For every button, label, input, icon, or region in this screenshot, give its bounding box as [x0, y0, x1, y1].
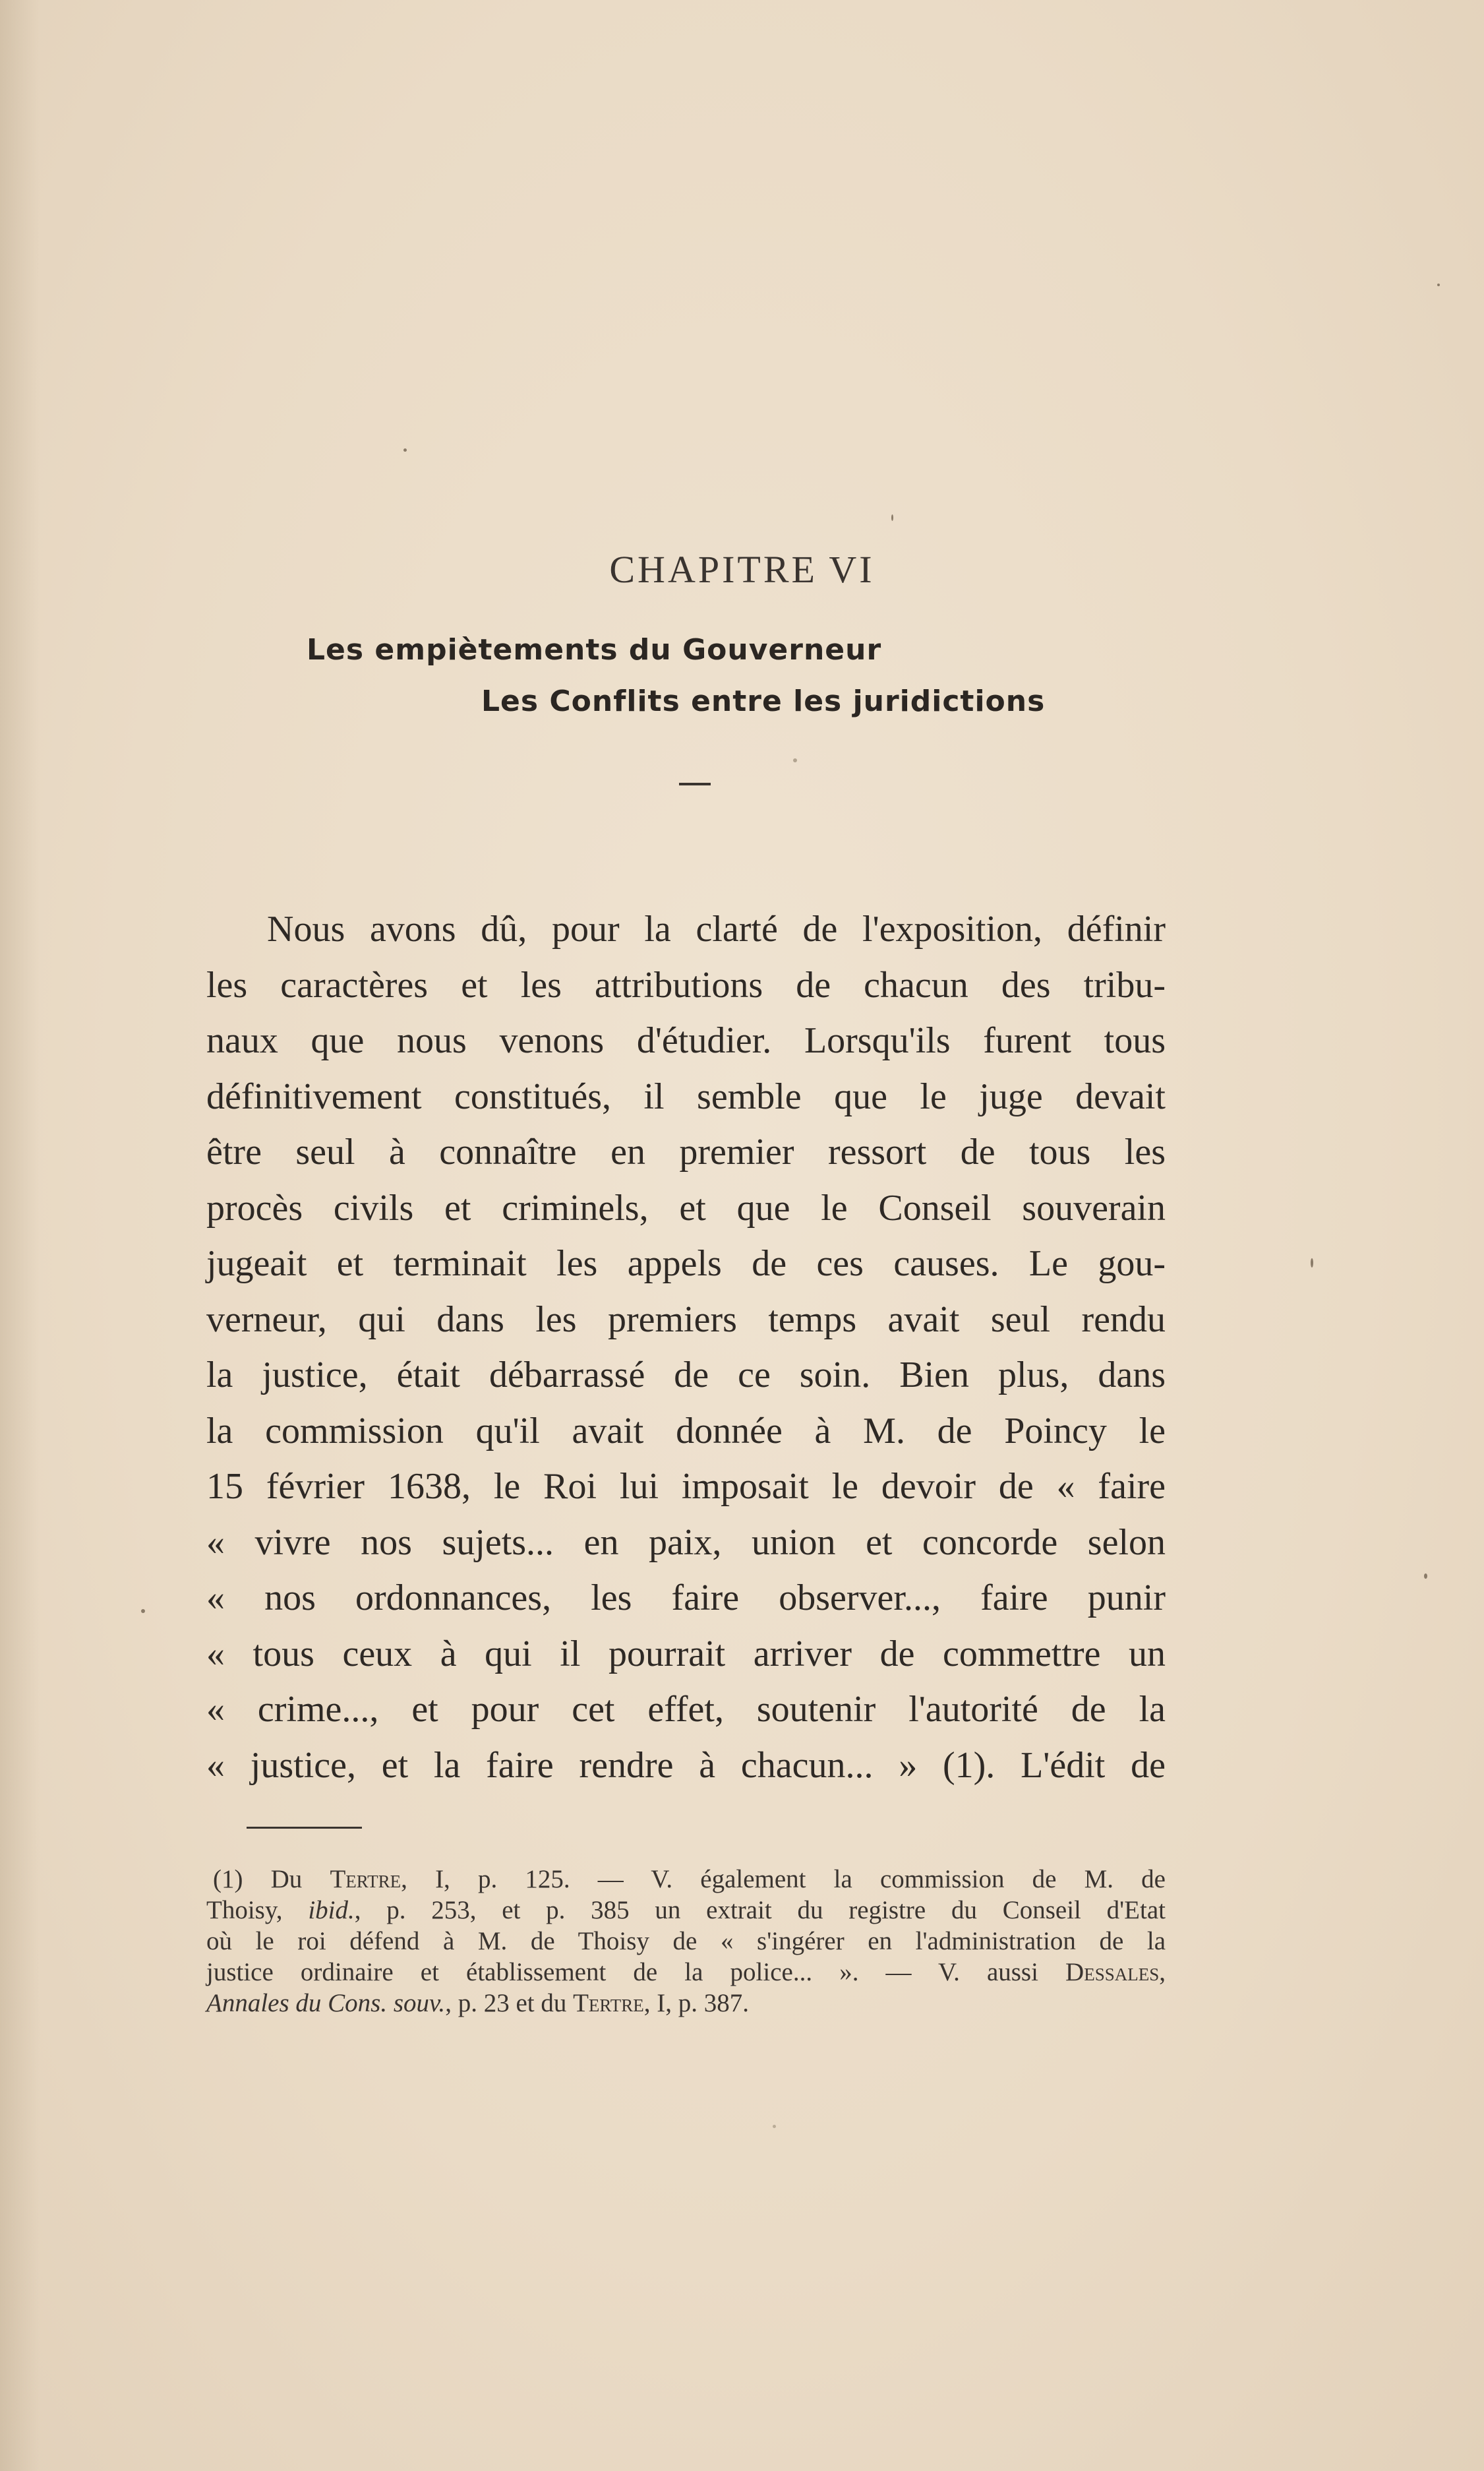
body-line: 15 février 1638, le Roi lui imposait le devoir de « faire [206, 1466, 1166, 1507]
footnote-text: , p. 23 et du [445, 1989, 574, 2017]
paper-speck [141, 1609, 145, 1613]
footnote-ibid: ibid. [308, 1896, 355, 1924]
chapter-subtitle-line-2: Les Conflits entre les juridictions [481, 685, 1046, 718]
body-line: Nous avons dû, pour la clarté de l'exposition, définir [267, 909, 1166, 950]
footnote-text: Thoisy, [206, 1896, 309, 1924]
body-line: « vivre nos sujets... en paix, union et concorde selon [206, 1521, 1166, 1563]
footnote-text: (1) Du [213, 1865, 330, 1893]
body-line: jugeait et terminait les appels de ces causes. Le gou- [206, 1243, 1166, 1284]
paper-speck [891, 514, 893, 521]
footnote-rule [247, 1827, 362, 1829]
paper-speck [403, 448, 407, 452]
paper-speck [1424, 1573, 1427, 1579]
body-line: les caractères et les attributions de chacun des tribu- [206, 964, 1166, 1006]
body-line: « crime..., et pour cet effet, soutenir l'autorité de la [206, 1689, 1166, 1730]
footnote-text: , p. 253, et p. 385 un extrait du registre du Conseil d'Etat [354, 1896, 1166, 1924]
body-line: « tous ceux à qui il pourrait arriver de commettre un [206, 1633, 1166, 1674]
footnote-author: Dessales [1065, 1958, 1160, 1986]
footnote [206, 1864, 1166, 2019]
footnote-text: , [1159, 1958, 1166, 1986]
body-line: verneur, qui dans les premiers temps avait seul rendu [206, 1298, 1166, 1340]
body-line: procès civils et criminels, et que le Conseil souverain [206, 1187, 1166, 1229]
chapter-subtitle-line-1: Les empiètements du Gouverneur [307, 633, 882, 667]
paper-speck [793, 758, 797, 762]
footnote-author: Tertre [573, 1989, 644, 2017]
footnote-text: , I, p. 387. [643, 1989, 750, 2017]
body-line: naux que nous venons d'étudier. Lorsqu'ils furent tous [206, 1020, 1166, 1061]
page-edge-shadow [0, 0, 40, 2471]
footnote-line [206, 1988, 1166, 2019]
footnote-text: justice ordinaire et établissement de la police... ». — V. aussi [206, 1958, 1066, 1986]
body-line: la justice, était débarrassé de ce soin. Bien plus, dans [206, 1355, 1166, 1395]
paper-speck [773, 2125, 776, 2128]
body-line: définitivement constitués, il semble que le juge devait [206, 1076, 1166, 1117]
chapter-title: CHAPITRE VI [609, 548, 875, 591]
paper-speck [1437, 284, 1440, 286]
body-line: être seul à connaître en premier ressort de tous les [206, 1132, 1166, 1173]
footnote-line [206, 1895, 1166, 1926]
body-line: « justice, et la faire rendre à chacun... » (1). L'édit de [206, 1744, 1166, 1786]
paper-speck [1311, 1258, 1313, 1267]
body-line: la commission qu'il avait donnée à M. de Poincy le [206, 1410, 1166, 1451]
section-separator [679, 783, 711, 785]
footnote-work-title: Annales du Cons. souv. [206, 1989, 446, 2017]
footnote-line [206, 1864, 1166, 1895]
body-line: « nos ordonnances, les faire observer..., faire punir [206, 1577, 1166, 1618]
footnote-text: , I, p. 125. — V. également la commission de M. de [401, 1865, 1166, 1893]
footnote-line [206, 1957, 1166, 1988]
body-paragraph [206, 901, 1166, 1793]
footnote-author: Tertre [330, 1865, 401, 1893]
footnote-line: où le roi défend à M. de Thoisy de « s'ingérer en l'administration de la [206, 1927, 1166, 1955]
